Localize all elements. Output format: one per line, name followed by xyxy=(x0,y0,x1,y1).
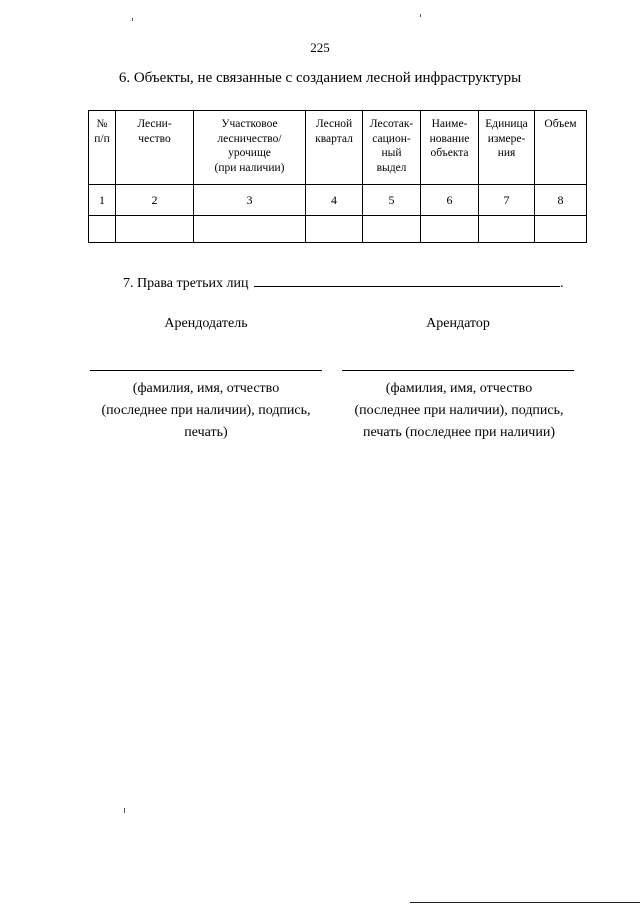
scan-speck xyxy=(420,14,421,17)
column-number: 5 xyxy=(363,185,421,216)
third-party-rights-label: 7. Права третьих лиц xyxy=(123,276,249,291)
lessee-signature-caption: (фамилия, имя, отчество (последнее при наличии), подпись, печать (последнее при наличии) xyxy=(354,381,564,440)
column-header: № п/п xyxy=(89,111,116,185)
third-party-rights-blank-line xyxy=(254,272,560,287)
column-header: Лесотак- сацион- ный выдел xyxy=(363,111,421,185)
scan-edge-line xyxy=(410,902,640,903)
column-header: Наиме- нование объекта xyxy=(421,111,479,185)
column-header: Объем xyxy=(535,111,587,185)
section-title: 6. Объекты, не связанные с созданием лесной инфраструктуры xyxy=(118,70,522,86)
column-number: 3 xyxy=(194,185,306,216)
lessee-signature-line xyxy=(342,370,574,371)
table-cell xyxy=(421,216,479,243)
objects-table xyxy=(88,110,587,243)
table-cell xyxy=(116,216,194,243)
column-number: 1 xyxy=(89,185,116,216)
page-number: 225 xyxy=(310,40,330,55)
column-number: 8 xyxy=(535,185,587,216)
column-number: 7 xyxy=(479,185,535,216)
lessee-label: Арендатор xyxy=(426,316,490,331)
table-cell xyxy=(535,216,587,243)
lessor-signature-line xyxy=(90,370,322,371)
column-header: Участковое лесничество/ урочище (при наличии) xyxy=(194,111,306,185)
scan-speck xyxy=(124,808,125,813)
column-header: Лесной квартал xyxy=(306,111,363,185)
third-party-rights-end-mark: . xyxy=(559,276,564,291)
lessor-signature-caption: (фамилия, имя, отчество (последнее при наличии), подпись, печать) xyxy=(101,381,311,440)
table-header-row xyxy=(89,111,587,185)
column-header: Лесни- чество xyxy=(116,111,194,185)
column-number: 2 xyxy=(116,185,194,216)
table-cell xyxy=(363,216,421,243)
column-number-row xyxy=(89,185,587,216)
third-party-rights xyxy=(123,272,563,292)
table-row xyxy=(89,216,587,243)
table-cell xyxy=(89,216,116,243)
table-cell xyxy=(306,216,363,243)
scan-speck xyxy=(132,18,133,21)
lessor-label: Арендодатель xyxy=(164,316,248,331)
table-cell xyxy=(479,216,535,243)
column-number: 6 xyxy=(421,185,479,216)
column-header: Единица измере- ния xyxy=(479,111,535,185)
column-number: 4 xyxy=(306,185,363,216)
table-cell xyxy=(194,216,306,243)
